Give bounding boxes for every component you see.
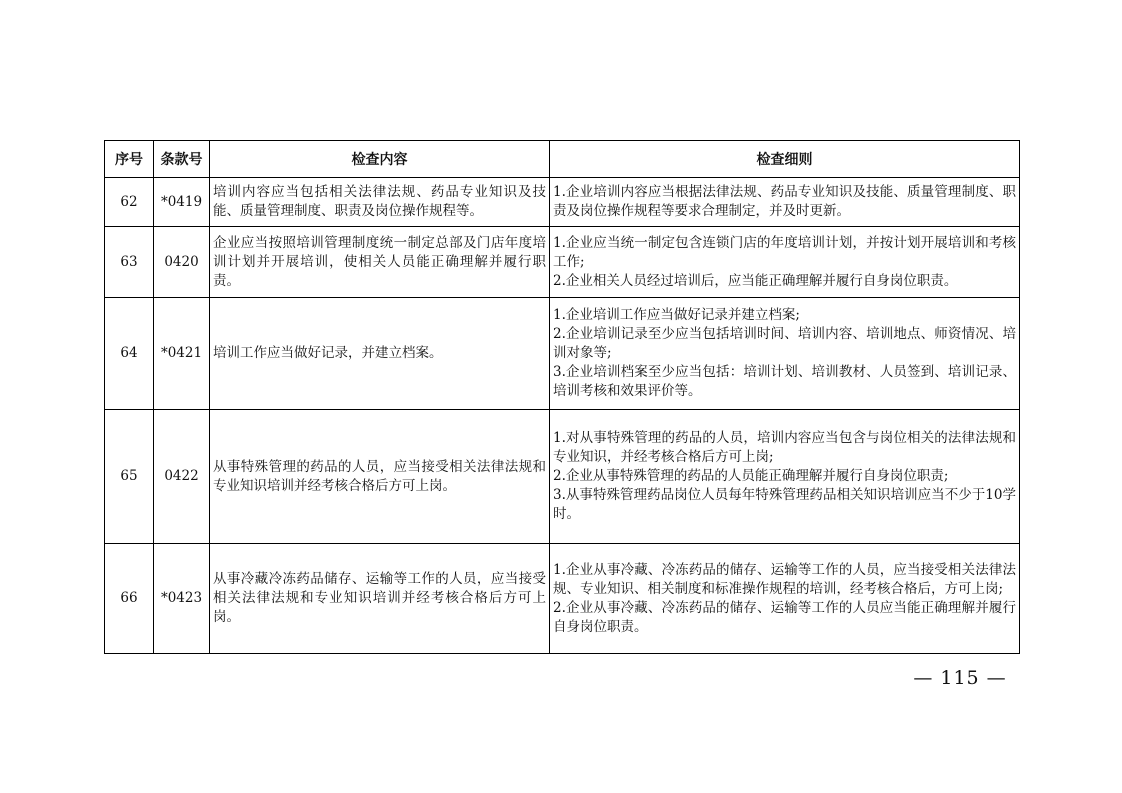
row-serial-number: 64 <box>105 298 154 410</box>
detail-item: 2.企业培训记录至少应当包括培训时间、培训内容、培训地点、师资情况、培训对象等; <box>553 326 1016 361</box>
detail-item: 3.企业培训档案至少应当包括：培训计划、培训教材、人员签到、培训记录、培训考核和效果评价等。 <box>553 364 1016 399</box>
detail-item: 2.企业从事冷藏、冷冻药品的储存、运输等工作的人员应当能正确理解并履行自身岗位职责。 <box>553 599 1016 635</box>
row-clause-number: *0419 <box>154 178 210 227</box>
inspection-table <box>104 140 1020 654</box>
detail-item: 2.企业相关人员经过培训后，应当能正确理解并履行自身岗位职责。 <box>553 272 958 289</box>
table-row <box>105 298 1020 410</box>
row-inspection-content: 企业应当按照培训管理制度统一制定总部及门店年度培训计划并开展培训，使相关人员能正确理解并履行职责。 <box>210 227 550 298</box>
row-inspection-content: 培训工作应当做好记录，并建立档案。 <box>210 298 550 410</box>
detail-item: 2.企业从事特殊管理的药品的人员能正确理解并履行自身岗位职责; <box>553 468 949 484</box>
row-serial-number: 65 <box>105 410 154 544</box>
row-inspection-details <box>550 410 1020 544</box>
detail-item: 1.企业应当统一制定包含连锁门店的年度培训计划，并按计划开展培训和考核工作; <box>553 234 1016 270</box>
row-inspection-content: 培训内容应当包括相关法律法规、药品专业知识及技能、质量管理制度、职责及岗位操作规程等。 <box>210 178 550 227</box>
table-row <box>105 227 1020 298</box>
row-serial-number: 62 <box>105 178 154 227</box>
table-header-row <box>105 141 1020 178</box>
row-inspection-content: 从事特殊管理的药品的人员，应当接受相关法律法规和专业知识培训并经考核合格后方可上岗。 <box>210 410 550 544</box>
table-row <box>105 178 1020 227</box>
detail-item: 1.对从事特殊管理的药品的人员，培训内容应当包含与岗位相关的法律法规和专业知识，并经考核合格后方可上岗; <box>553 430 1016 465</box>
page-number: — 115 — <box>913 667 1007 689</box>
header-clause-number: 条款号 <box>154 141 210 178</box>
row-serial-number: 66 <box>105 544 154 654</box>
row-clause-number: *0423 <box>154 544 210 654</box>
row-inspection-details <box>550 178 1020 227</box>
detail-item: 1.企业从事冷藏、冷冻药品的储存、运输等工作的人员，应当接受相关法律法规、专业知识、相关制度和标准操作规程的培训，经考核合格后，方可上岗; <box>553 561 1016 597</box>
table-row <box>105 544 1020 654</box>
header-serial-number: 序号 <box>105 141 154 178</box>
row-clause-number: 0422 <box>154 410 210 544</box>
row-clause-number: *0421 <box>154 298 210 410</box>
detail-item: 3.从事特殊管理药品岗位人员每年特殊管理药品相关知识培训应当不少于10学时。 <box>553 487 1016 522</box>
header-inspection-content: 检查内容 <box>210 141 550 178</box>
row-inspection-details <box>550 298 1020 410</box>
row-serial-number: 63 <box>105 227 154 298</box>
detail-item: 1.企业培训内容应当根据法律法规、药品专业知识及技能、质量管理制度、职责及岗位操作规程等要求合理制定，并及时更新。 <box>553 184 1016 219</box>
detail-item: 1.企业培训工作应当做好记录并建立档案; <box>553 307 800 323</box>
row-inspection-details <box>550 544 1020 654</box>
row-clause-number: 0420 <box>154 227 210 298</box>
header-inspection-details: 检查细则 <box>550 141 1020 178</box>
table-row <box>105 410 1020 544</box>
row-inspection-details <box>550 227 1020 298</box>
row-inspection-content: 从事冷藏冷冻药品储存、运输等工作的人员，应当接受相关法律法规和专业知识培训并经考核合格后方可上岗。 <box>210 544 550 654</box>
